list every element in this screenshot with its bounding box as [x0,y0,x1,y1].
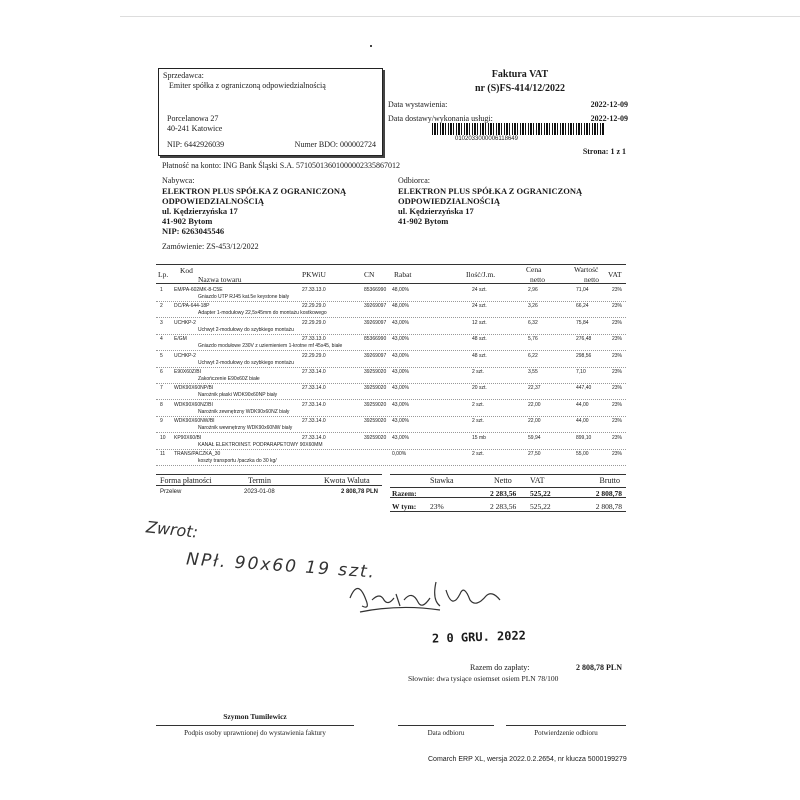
order-number: Zamówienie: ZS-453/12/2022 [162,242,259,251]
item-code: E/GM [174,336,187,343]
receiver-city: 41-902 Bytom [398,216,449,226]
item-price: 6,32 [528,319,538,326]
item-name: KANAŁ ELEKTROINST. PODPARAPETOWY 90X60MM [198,441,323,448]
receiver-street: ul. Kędzierzyńska 17 [398,206,474,216]
col-kod: Kod [180,266,193,275]
buyer-city: 41-902 Bytom [162,216,213,226]
item-vat: 23% [612,385,623,392]
item-cn: 39269097 [364,303,387,310]
item-lp: 9 [160,418,163,425]
col-cn: CN [364,270,375,279]
item-code: WDK90X60NP/BI [174,385,214,392]
item-code: UCHKP-2 [174,352,196,359]
vat-total-label: Razem: [392,489,417,498]
table-row [156,417,626,433]
item-lp: 11 [160,451,166,457]
item-quantity: 15 mb [472,434,486,441]
table-row [156,319,626,335]
issuer-signature-block [156,712,354,737]
item-name: Uchwyt 2-modułowy do szybkiego montażu [198,359,294,366]
handwritten-note-return: Zwrot: [145,517,199,542]
table-row [156,302,626,318]
item-price: 2,96 [528,287,538,293]
payment-term-label: Termin [248,476,271,485]
item-value: 66,24 [576,303,589,310]
item-code: E90X60Z/BI [174,369,201,375]
vat-total-row [390,487,626,498]
item-vat: 23% [612,434,623,441]
item-name: Zakończenie E90x60Z białe [198,376,260,382]
item-cn: 85366990 [364,336,387,343]
receipt-date-caption: Data odbioru [398,725,494,737]
vat-total-net: 2 283,56 [490,489,517,498]
item-price: 22,37 [528,385,541,392]
item-quantity: 24 szt. [472,303,487,310]
vat-rate-label: Stawka [430,476,454,485]
seller-name: Emiter spółka z ograniczoną odpowiedzialnością [169,81,326,90]
invoice-dates [388,98,628,126]
col-nazwa: Nazwa towaru [198,275,242,284]
item-price: 3,55 [528,369,538,375]
item-vat: 23% [612,401,623,408]
item-lp: 7 [160,385,163,392]
item-cn: 39259020 [364,418,387,425]
item-value: 71,04 [576,287,589,293]
receiver-block [398,176,628,226]
item-pkwiu: 27.33.13.0 [302,287,326,293]
item-value: 447,40 [576,385,592,392]
table-row [156,384,626,400]
table-row [156,335,626,351]
total-due [470,662,622,673]
item-quantity: 12 szt. [472,319,487,326]
item-discount: 43,00% [392,434,409,441]
seller-address [167,114,222,134]
item-value: 55,00 [576,451,589,457]
item-pkwiu: 22.29.29.0 [302,352,326,359]
receiver-name-line2: ODPOWIEDZIALNOŚCIĄ [398,196,501,206]
item-pkwiu: 27.33.14.0 [302,369,326,375]
item-discount: 43,00% [392,369,409,375]
item-price: 22,00 [528,418,541,425]
table-row [156,352,626,368]
vat-incl-net: 2 283,56 [490,502,517,511]
item-discount: 43,00% [392,319,409,326]
item-code: WDK90X60NZ/BI [174,401,213,408]
seller-bdo: Numer BDO: 000002724 [294,140,376,149]
item-name: Narożnik płaski WDK90x60NP biały [198,392,278,399]
page-number: Strona: 1 z 1 [582,147,626,156]
invoice-title: Faktura VAT [491,69,549,80]
item-pkwiu: 22.29.29.0 [302,319,326,326]
item-price: 6,22 [528,352,538,359]
item-quantity: 2 szt. [472,418,484,425]
item-quantity: 48 szt. [472,352,487,359]
item-pkwiu: 27.33.13.0 [302,336,326,343]
total-due-value: 2 808,78 PLN [576,663,622,672]
item-code: DC/PA-644-18P [174,303,210,310]
item-vat: 23% [612,287,623,293]
buyer-label: Nabywca: [162,176,195,185]
item-lp: 6 [160,369,163,375]
col-wartosc: Wartość [574,265,599,274]
vat-incl-gross: 2 808,78 [595,502,622,511]
col-vat: VAT [608,270,622,279]
item-quantity: 2 szt. [472,401,484,408]
item-price: 59,94 [528,434,541,441]
item-discount: 43,00% [392,401,409,408]
item-discount: 48,00% [392,303,409,310]
vat-incl-row [390,501,626,512]
col-cena: Cena [526,265,542,274]
item-vat: 23% [612,352,623,359]
payment-form: Przelew [160,489,182,495]
delivery-date-label: Data dostawy/wykonania usługi: [388,114,493,123]
seller-street: Porcelanowa 27 [167,114,219,123]
seller-city: 40-241 Katowice [167,124,223,133]
payment-account: Płatność na konto: ING Bank Śląski S.A. 57105013601000002335867012 [162,161,400,170]
col-cena-netto: netto [530,275,545,284]
receiver-label: Odbiorca: [398,176,430,185]
item-vat: 23% [612,418,623,425]
amount-in-words: Słownie: dwa tysiące osiemset osiem PLN 78/100 [408,674,559,683]
invoice-header [420,68,620,96]
seller-nip: NIP: 6442926039 [167,140,225,149]
item-discount: 43,00% [392,336,409,343]
item-lp: 10 [160,434,166,441]
total-due-label: Razem do zapłaty: [470,663,530,672]
table-row [156,368,626,384]
item-vat: 23% [612,369,623,375]
item-pkwiu: 27.33.14.0 [302,434,326,441]
buyer-street: ul. Kędzierzyńska 17 [162,206,238,216]
item-price: 3,26 [528,303,538,310]
item-quantity: 2 szt. [472,451,484,457]
vat-total-vat: 525,22 [530,489,551,498]
item-price: 22,00 [528,401,541,408]
buyer-name-line1: ELEKTRON PLUS SPÓŁKA Z OGRANICZONĄ [162,186,347,196]
payment-header [156,474,382,486]
footer-software-info: Comarch ERP XL, wersja 2022.0.2.2654, nr klucza 5000199279 [428,756,627,763]
item-vat: 23% [612,451,623,457]
vat-incl-label: W tym: [392,502,417,511]
table-row [156,286,626,302]
item-vat: 23% [612,303,623,310]
item-name: Narożnik zewnętrzny WDK90x60NZ biały [198,408,290,415]
vat-incl-rate: 23% [430,502,444,511]
payment-row [156,489,382,499]
barcode [432,123,604,135]
col-pkwiu: PKWiU [302,270,326,279]
item-name: Adapter 1-modułowy 22,5x45mm do montażu kostkowego [198,310,327,317]
item-discount: 48,00% [392,287,409,293]
buyer-nip: NIP: 6263045546 [162,226,225,236]
item-cn: 39269097 [364,319,387,326]
vat-incl-vat: 525,22 [530,502,551,511]
item-pkwiu: 27.33.14.0 [302,401,326,408]
item-value: 44,00 [576,418,589,425]
issue-date-label: Data wystawienia: [388,100,448,109]
item-vat: 23% [612,319,623,326]
item-lp: 3 [160,319,163,326]
item-code: KP90X60/BI [174,434,202,441]
item-discount: 43,00% [392,418,409,425]
item-lp: 5 [160,352,163,359]
scan-edge-line [120,16,800,17]
vat-total-gross: 2 808,78 [595,489,622,498]
item-cn: 39259020 [364,401,387,408]
buyer-block [162,176,392,236]
item-value: 298,56 [576,352,592,359]
item-name: Uchwyt 2-modułowy do szybkiego montażu [198,326,294,333]
table-row [156,401,626,417]
col-ilosc: Ilość/J.m. [466,270,496,279]
item-cn: 39259020 [364,369,387,375]
barcode-number: 0102033000006118649 [455,136,518,142]
item-lp: 8 [160,401,163,408]
table-row [156,434,626,450]
issuer-caption: Podpis osoby uprawnionej do wystawienia faktury [156,725,354,737]
item-name: Gniazdo modułowe 230V z uziemieniem 1-krotne mf 45x45, białe [198,343,343,350]
item-cn: 39259020 [364,385,387,392]
item-pkwiu: 22.29.29.0 [302,303,326,310]
item-value: 7,10 [576,369,586,375]
receiver-name-line1: ELEKTRON PLUS SPÓŁKA Z OGRANICZONĄ [398,186,583,196]
item-quantity: 24 szt. [472,287,487,293]
scan-speck [370,45,372,47]
item-price: 27,50 [528,451,541,457]
vat-vat-label: VAT [530,476,545,485]
received-date-stamp: 2 0 GRU. 2022 [431,628,527,646]
payment-amount-label: Kwota Waluta [324,476,370,485]
item-cn: 39269097 [364,352,387,359]
vat-gross-label: Brutto [599,476,620,485]
receipt-confirm-caption: Potwierdzenie odbioru [506,725,626,737]
item-name: Gniazdo UTP RJ45 kat.5e keystone biały [198,294,290,300]
item-name: Narożnik wewnętrzny WDK90x60NW biały [198,425,293,432]
item-discount: 0,00% [392,451,407,457]
item-name: koszty transportu /paczka do 30 kg/ [198,458,277,464]
item-value: 276,48 [576,336,592,343]
item-cn: 85366990 [364,287,387,293]
item-price: 5,76 [528,336,538,343]
item-code: UCHKP-2 [174,319,196,326]
item-code: WDK90X60NW/BI [174,418,215,425]
item-value: 899,10 [576,434,592,441]
issuer-name: Szymon Tumilewicz [223,712,287,721]
col-lp: Lp. [158,270,169,279]
item-pkwiu: 27.33.14.0 [302,385,326,392]
item-discount: 43,00% [392,352,409,359]
issue-date-value: 2022-12-09 [590,100,628,109]
item-value: 75,84 [576,319,589,326]
item-lp: 2 [160,303,163,310]
seller-label: Sprzedawca: [163,71,204,80]
item-cn: 39259020 [364,434,387,441]
item-lp: 4 [160,336,163,343]
item-discount: 43,00% [392,385,409,392]
payment-form-label: Forma płatności [160,476,212,485]
item-code: TRANS/PACZKA_30 [174,451,221,457]
handwritten-note-items: NPł. 90x60 19 szt. [185,549,377,583]
item-quantity: 20 szt. [472,385,487,392]
item-quantity: 2 szt. [472,369,484,375]
handwritten-signature [340,570,540,620]
payment-amount: 2 808,78 PLN [340,489,378,495]
payment-term: 2023-01-08 [244,489,275,495]
col-rabat: Rabat [394,270,412,279]
col-wartosc-netto: netto [584,275,599,284]
item-lp: 1 [160,287,163,293]
seller-box [158,68,383,156]
table-row [156,450,626,466]
item-vat: 23% [612,336,623,343]
invoice-number: nr (S)FS-414/12/2022 [474,83,566,94]
vat-summary-header [390,474,626,486]
item-code: EM/PA-602MK-8-C5E [174,287,223,293]
delivery-date-value: 2022-12-09 [590,114,628,123]
item-value: 44,00 [576,401,589,408]
item-quantity: 48 szt. [472,336,487,343]
items-table-header [156,264,626,284]
buyer-name-line2: ODPOWIEDZIALNOŚCIĄ [162,196,265,206]
item-pkwiu: 27.33.14.0 [302,418,326,425]
vat-net-label: Netto [494,476,512,485]
